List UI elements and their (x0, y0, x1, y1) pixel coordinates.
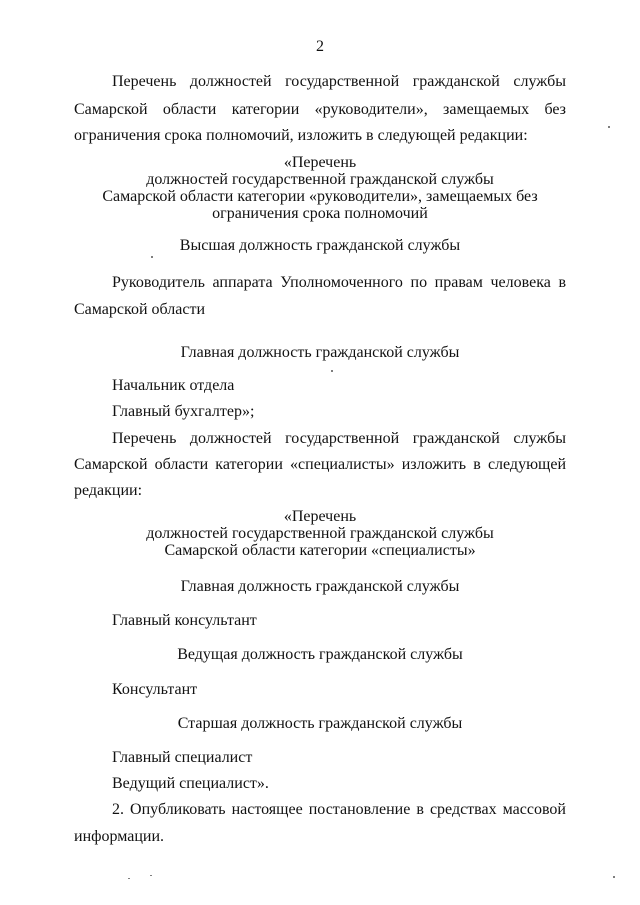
section-highest: Высшая должность гражданской службы (179, 237, 461, 254)
heading2-line1: «Перечень (283, 508, 357, 525)
section-senior: Старшая должность гражданской службы (177, 715, 463, 732)
heading1-line1: «Перечень (283, 154, 357, 171)
position-head-line1: Руководитель аппарата Уполномоченного по правам человека в (112, 274, 566, 291)
section-leading: Ведущая должность гражданской службы (177, 646, 463, 663)
heading1-line2: должностей государственной гражданской службы (146, 171, 494, 188)
intro1-line3: ограничения срока полномочий, изложить в следующей редакции: (74, 127, 528, 144)
point2-line1: 2. Опубликовать настоящее постановление в средствах массовой (112, 801, 566, 818)
heading1-line4: ограничения срока полномочий (212, 205, 428, 222)
scan-speck (128, 878, 130, 879)
item-dept-head: Начальник отдела (112, 377, 235, 394)
scan-speck (331, 370, 333, 372)
intro2-line2: Самарской области категории «специалисты» изложить в следующей (74, 456, 566, 473)
item-leading-specialist: Ведущий специалист». (112, 775, 269, 792)
item-consultant: Консультант (112, 681, 198, 698)
intro2-line1: Перечень должностей государственной гражданской службы (112, 430, 566, 447)
position-head-line2: Самарской области (74, 301, 205, 318)
item-chief-accountant: Главный бухгалтер»; (112, 403, 255, 420)
scan-speck (150, 875, 152, 876)
section-chief-2: Главная должность гражданской службы (180, 578, 460, 595)
section-chief-1: Главная должность гражданской службы (180, 344, 460, 361)
item-chief-consultant: Главный консультант (112, 612, 257, 629)
scan-speck (608, 126, 610, 128)
intro1-line2: Самарской области категории «руководители», замещаемых без (74, 101, 566, 118)
heading2-line2: должностей государственной гражданской службы (146, 525, 494, 542)
heading1-line3: Самарской области категории «руководители», замещаемых без (102, 188, 538, 205)
item-chief-specialist: Главный специалист (112, 749, 253, 766)
scan-speck (151, 256, 153, 258)
point2-line2: информации. (74, 828, 165, 845)
heading2-line3: Самарской области категории «специалисты» (164, 542, 476, 559)
scan-speck (613, 876, 615, 878)
intro2-line3: редакции: (74, 482, 143, 499)
intro1-line1: Перечень должностей государственной гражданской службы (112, 73, 566, 90)
page-number: 2 (316, 38, 324, 55)
